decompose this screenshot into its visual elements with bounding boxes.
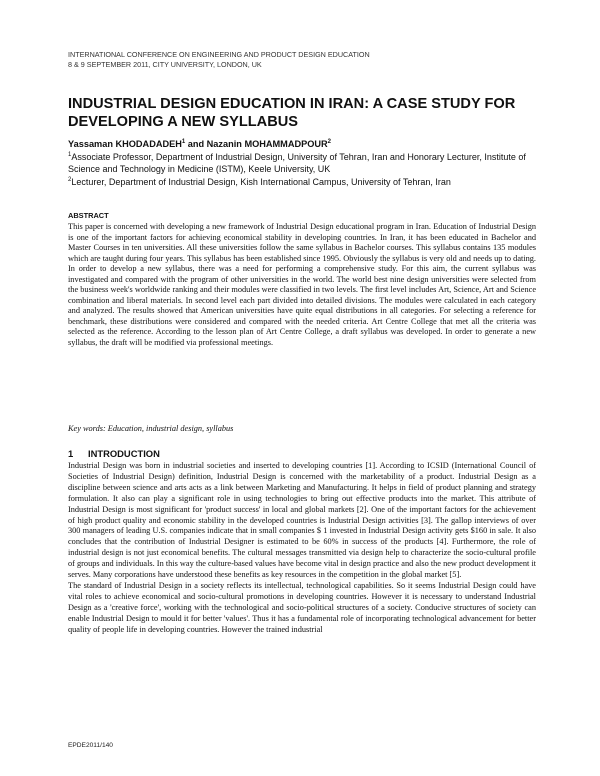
author-1-name: Yassaman KHODADADEH: [68, 139, 182, 149]
abstract-text: This paper is concerned with developing a new framework of Industrial Design educational program in Iran. Education of Industrial Design is one of the important factors for achieving economical stability in developing countries. In Iran, it has been educated in Bachelor and Master Courses in ten universities. All these universities follow the same syllabus in Bachelor courses. This syllabus contains 135 modules which are taught during four years. This syllabus has been established since 1995. Obviously the syllabus is very old and needs up to dating. In order to develop a new syllabus, there was a need for performing a comprehensive study. For this aim, the current syllabus was investigated and compared with the program of other universities in the world. The world best nine design universities were selected from the business week's worldwide ranking and their modules were classified in two levels. The first level includes Art, Science, Art and Science combination and liberal materials. In second level each part divided into detailed divisions. The modules were calculated in each category and analyzed. The results showed that American universities have quite equal distributions in all categories. For selecting a reference for benchmark, these distributions were considered and compared with the needed criteria. Art Centre College that met all the criteria was selected as the reference. According to the lesson plan of Art Centre College, a draft syllabus was developed. In order to generate a new syllabus, the draft will be modified via professional meetings.: [68, 222, 536, 348]
affiliation-2-text: Lecturer, Department of Industrial Design, Kish International Campus, University of Tehran, Iran: [71, 177, 451, 187]
affiliation-2-mark: 2: [68, 177, 72, 183]
section-heading: [68, 448, 160, 460]
section-title: INTRODUCTION: [88, 448, 160, 459]
introduction-paragraph-1: Industrial Design was born in industrial societies and inserted to developing countries [1]. According to ICSID (International Council of Societies of Industrial Design) definition, Industrial Design is concerned with the marketability of a product. Industrial Design as a discipline between science and arts acts as a link between Marketing and Manufacturing. It helps in field of product planning and strategy formulation. It also can play a significant role in using technologies to bring out effective products into the market. This attribute of Industrial Design is most significant for 'product success' in local and global markets [2]. One of the important factors for the achievement of high product quality and economic stability in the developed countries is Industrial Design activities [3]. The gallop interviews of over 300 managers of leading U.S. companies indicate that in small companies $ 1 invested in Industrial Design activity gets $160 in sale. It also concludes that the contribution of Industrial Designer is estimated to be 60% in success of the products [4]. Furthermore, the role of industrial design is not just economical benefits. The cultural messages transmitted via design help to characterize the socio-cultural profile of groups and individuals. In this way the culture-based values have become vital in design practice and also the new product development it serves. Many corporations have understood these benefits as key resources in the competition in the global market [5].: [68, 461, 536, 580]
author-connector: and: [187, 139, 205, 149]
author-line: [68, 138, 538, 150]
introduction-body: [68, 461, 536, 636]
page-footer: EPDE2011/140: [68, 742, 113, 749]
author-2-name: Nazanin MOHAMMADPOUR: [206, 139, 328, 149]
author-2-affiliation-mark: 2: [327, 138, 331, 145]
section-number: 1: [68, 448, 74, 459]
affiliation-2: [68, 176, 538, 188]
author-1-affiliation-mark: 1: [181, 138, 186, 145]
keywords: Key words: Education, industrial design, syllabus: [68, 424, 234, 433]
conference-header: [68, 50, 548, 70]
introduction-paragraph-2: The standard of Industrial Design in a society reflects its intellectual, technological capabilities. So it seems Industrial Design could have vital roles to achieve economical and socio-cultural promotions in developing countries. However it is necessary to understand Industrial Design as a 'creative force', working with the technological and socio-political structures of a society. Conducive structures of society can enable Industrial Design to mould it for better 'values'. Thus it has a fundamental role of incorporating technological advancement for better quality of people life in developing countries. However the trained industrial: [68, 580, 536, 634]
affiliation-1-mark: 1: [68, 152, 72, 158]
affiliation-1-text: Associate Professor, Department of Industrial Design, University of Tehran, Iran and Honorary Lecturer, Institute of Science and Technology in Medicine (ISTM), Keele University, UK: [68, 152, 526, 174]
conference-name: INTERNATIONAL CONFERENCE ON ENGINEERING AND PRODUCT DESIGN EDUCATION: [68, 50, 370, 59]
abstract-heading: ABSTRACT: [68, 211, 109, 220]
paper-title: INDUSTRIAL DESIGN EDUCATION IN IRAN: A CASE STUDY FOR DEVELOPING A NEW SYLLABUS: [68, 96, 516, 130]
affiliation-1: [68, 151, 538, 175]
conference-date-location: 8 & 9 SEPTEMBER 2011, CITY UNIVERSITY, LONDON, UK: [68, 60, 262, 69]
